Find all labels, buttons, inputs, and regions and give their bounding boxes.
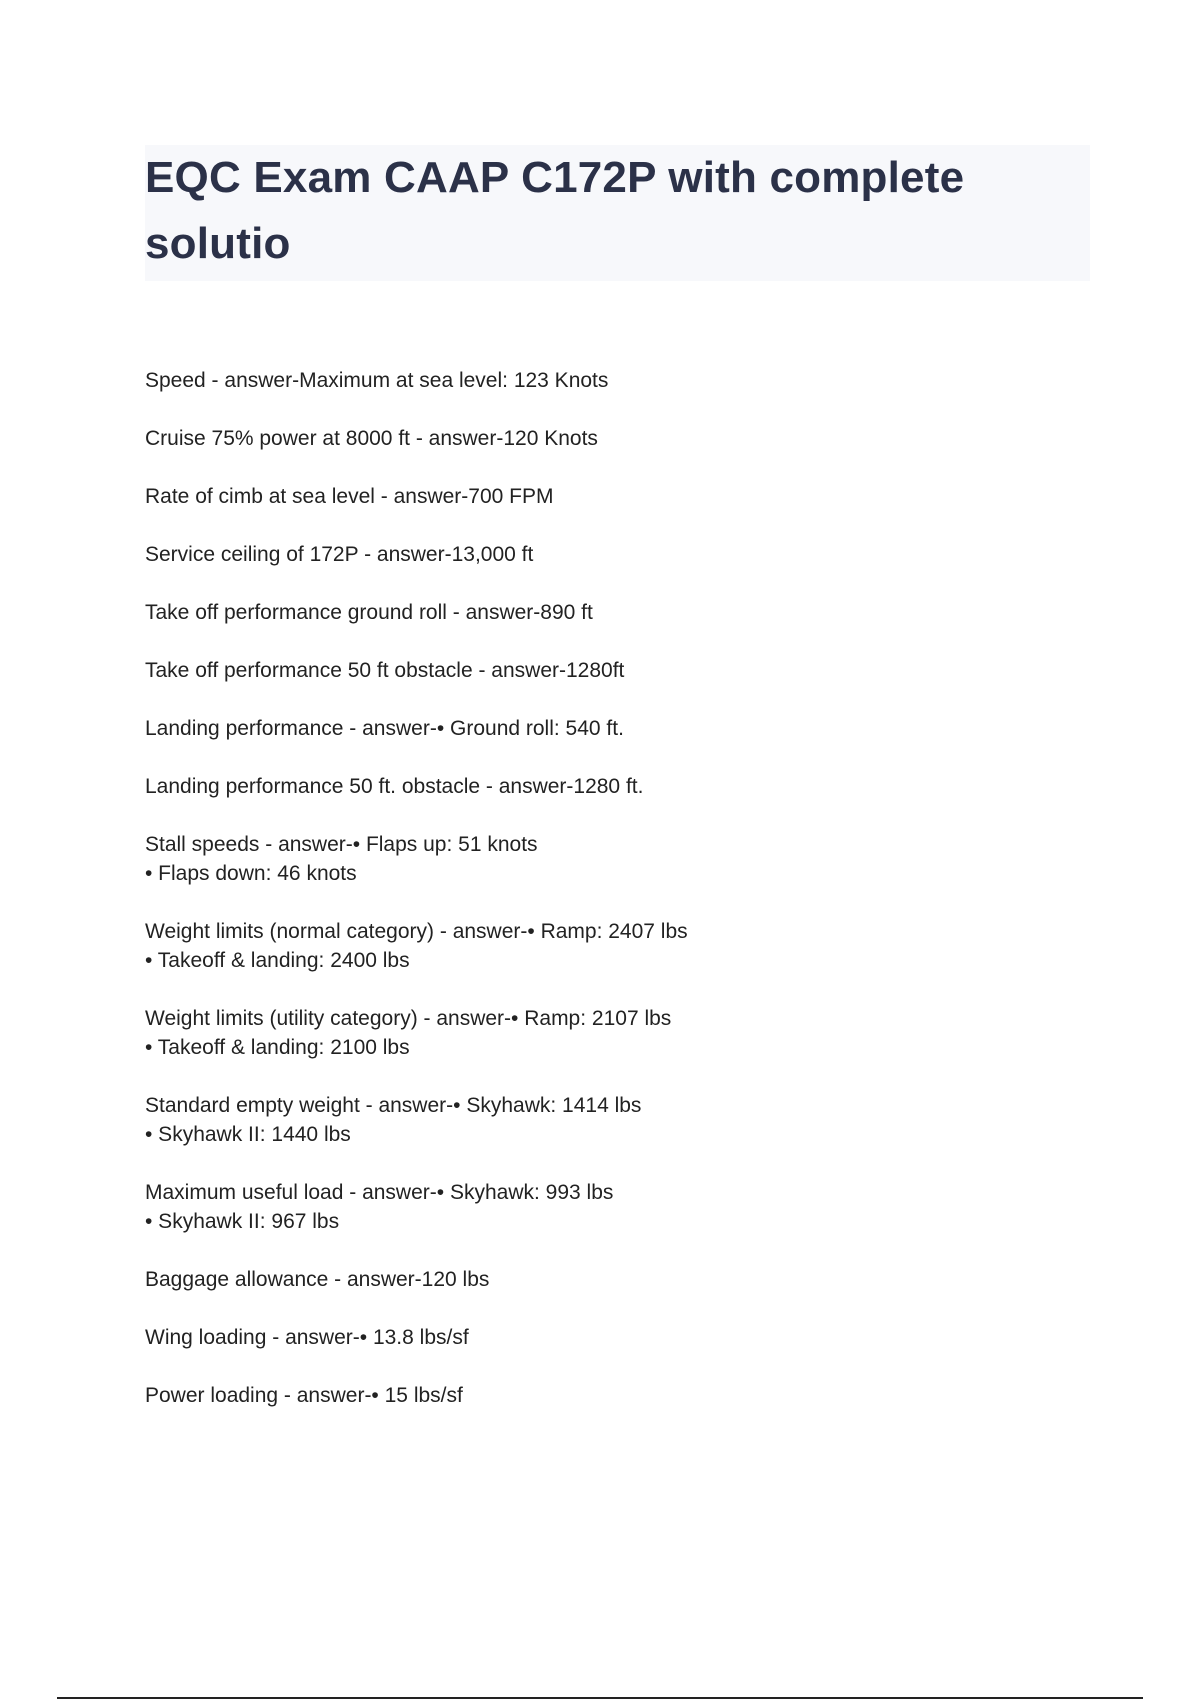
title-banner <box>145 145 1090 281</box>
qa-item-empty-weight: Standard empty weight - answer-• Skyhawk: 1414 lbs • Skyhawk II: 1440 lbs <box>145 1094 642 1146</box>
qa-item-baggage: Baggage allowance - answer-120 lbs <box>145 1268 490 1291</box>
qa-item-useful-load: Maximum useful load - answer-• Skyhawk: 993 lbs • Skyhawk II: 967 lbs <box>145 1181 614 1233</box>
qa-item-speed: Speed - answer-Maximum at sea level: 123 Knots <box>145 369 609 392</box>
document-title: EQC Exam CAAP C172P with complete solutio <box>145 153 965 268</box>
bottom-divider <box>57 1697 1143 1699</box>
qa-item-landing-performance: Landing performance - answer-• Ground roll: 540 ft. <box>145 717 624 740</box>
qa-item-power-loading: Power loading - answer-• 15 lbs/sf <box>145 1384 463 1407</box>
question-answer-list <box>145 366 1085 1439</box>
qa-item-wing-loading: Wing loading - answer-• 13.8 lbs/sf <box>145 1326 469 1349</box>
qa-item-takeoff-ground-roll: Take off performance ground roll - answer-890 ft <box>145 601 593 624</box>
qa-item-rate-of-climb: Rate of cimb at sea level - answer-700 FPM <box>145 485 554 508</box>
qa-item-service-ceiling: Service ceiling of 172P - answer-13,000 ft <box>145 543 534 566</box>
qa-item-takeoff-obstacle: Take off performance 50 ft obstacle - answer-1280ft <box>145 659 625 682</box>
qa-item-stall-speeds: Stall speeds - answer-• Flaps up: 51 knots • Flaps down: 46 knots <box>145 833 538 885</box>
qa-item-cruise: Cruise 75% power at 8000 ft - answer-120 Knots <box>145 427 598 450</box>
qa-item-weight-utility: Weight limits (utility category) - answer-• Ramp: 2107 lbs • Takeoff & landing: 2100 lbs <box>145 1007 672 1059</box>
qa-item-landing-obstacle: Landing performance 50 ft. obstacle - answer-1280 ft. <box>145 775 644 798</box>
qa-item-weight-normal: Weight limits (normal category) - answer-• Ramp: 2407 lbs • Takeoff & landing: 2400 lbs <box>145 920 688 972</box>
